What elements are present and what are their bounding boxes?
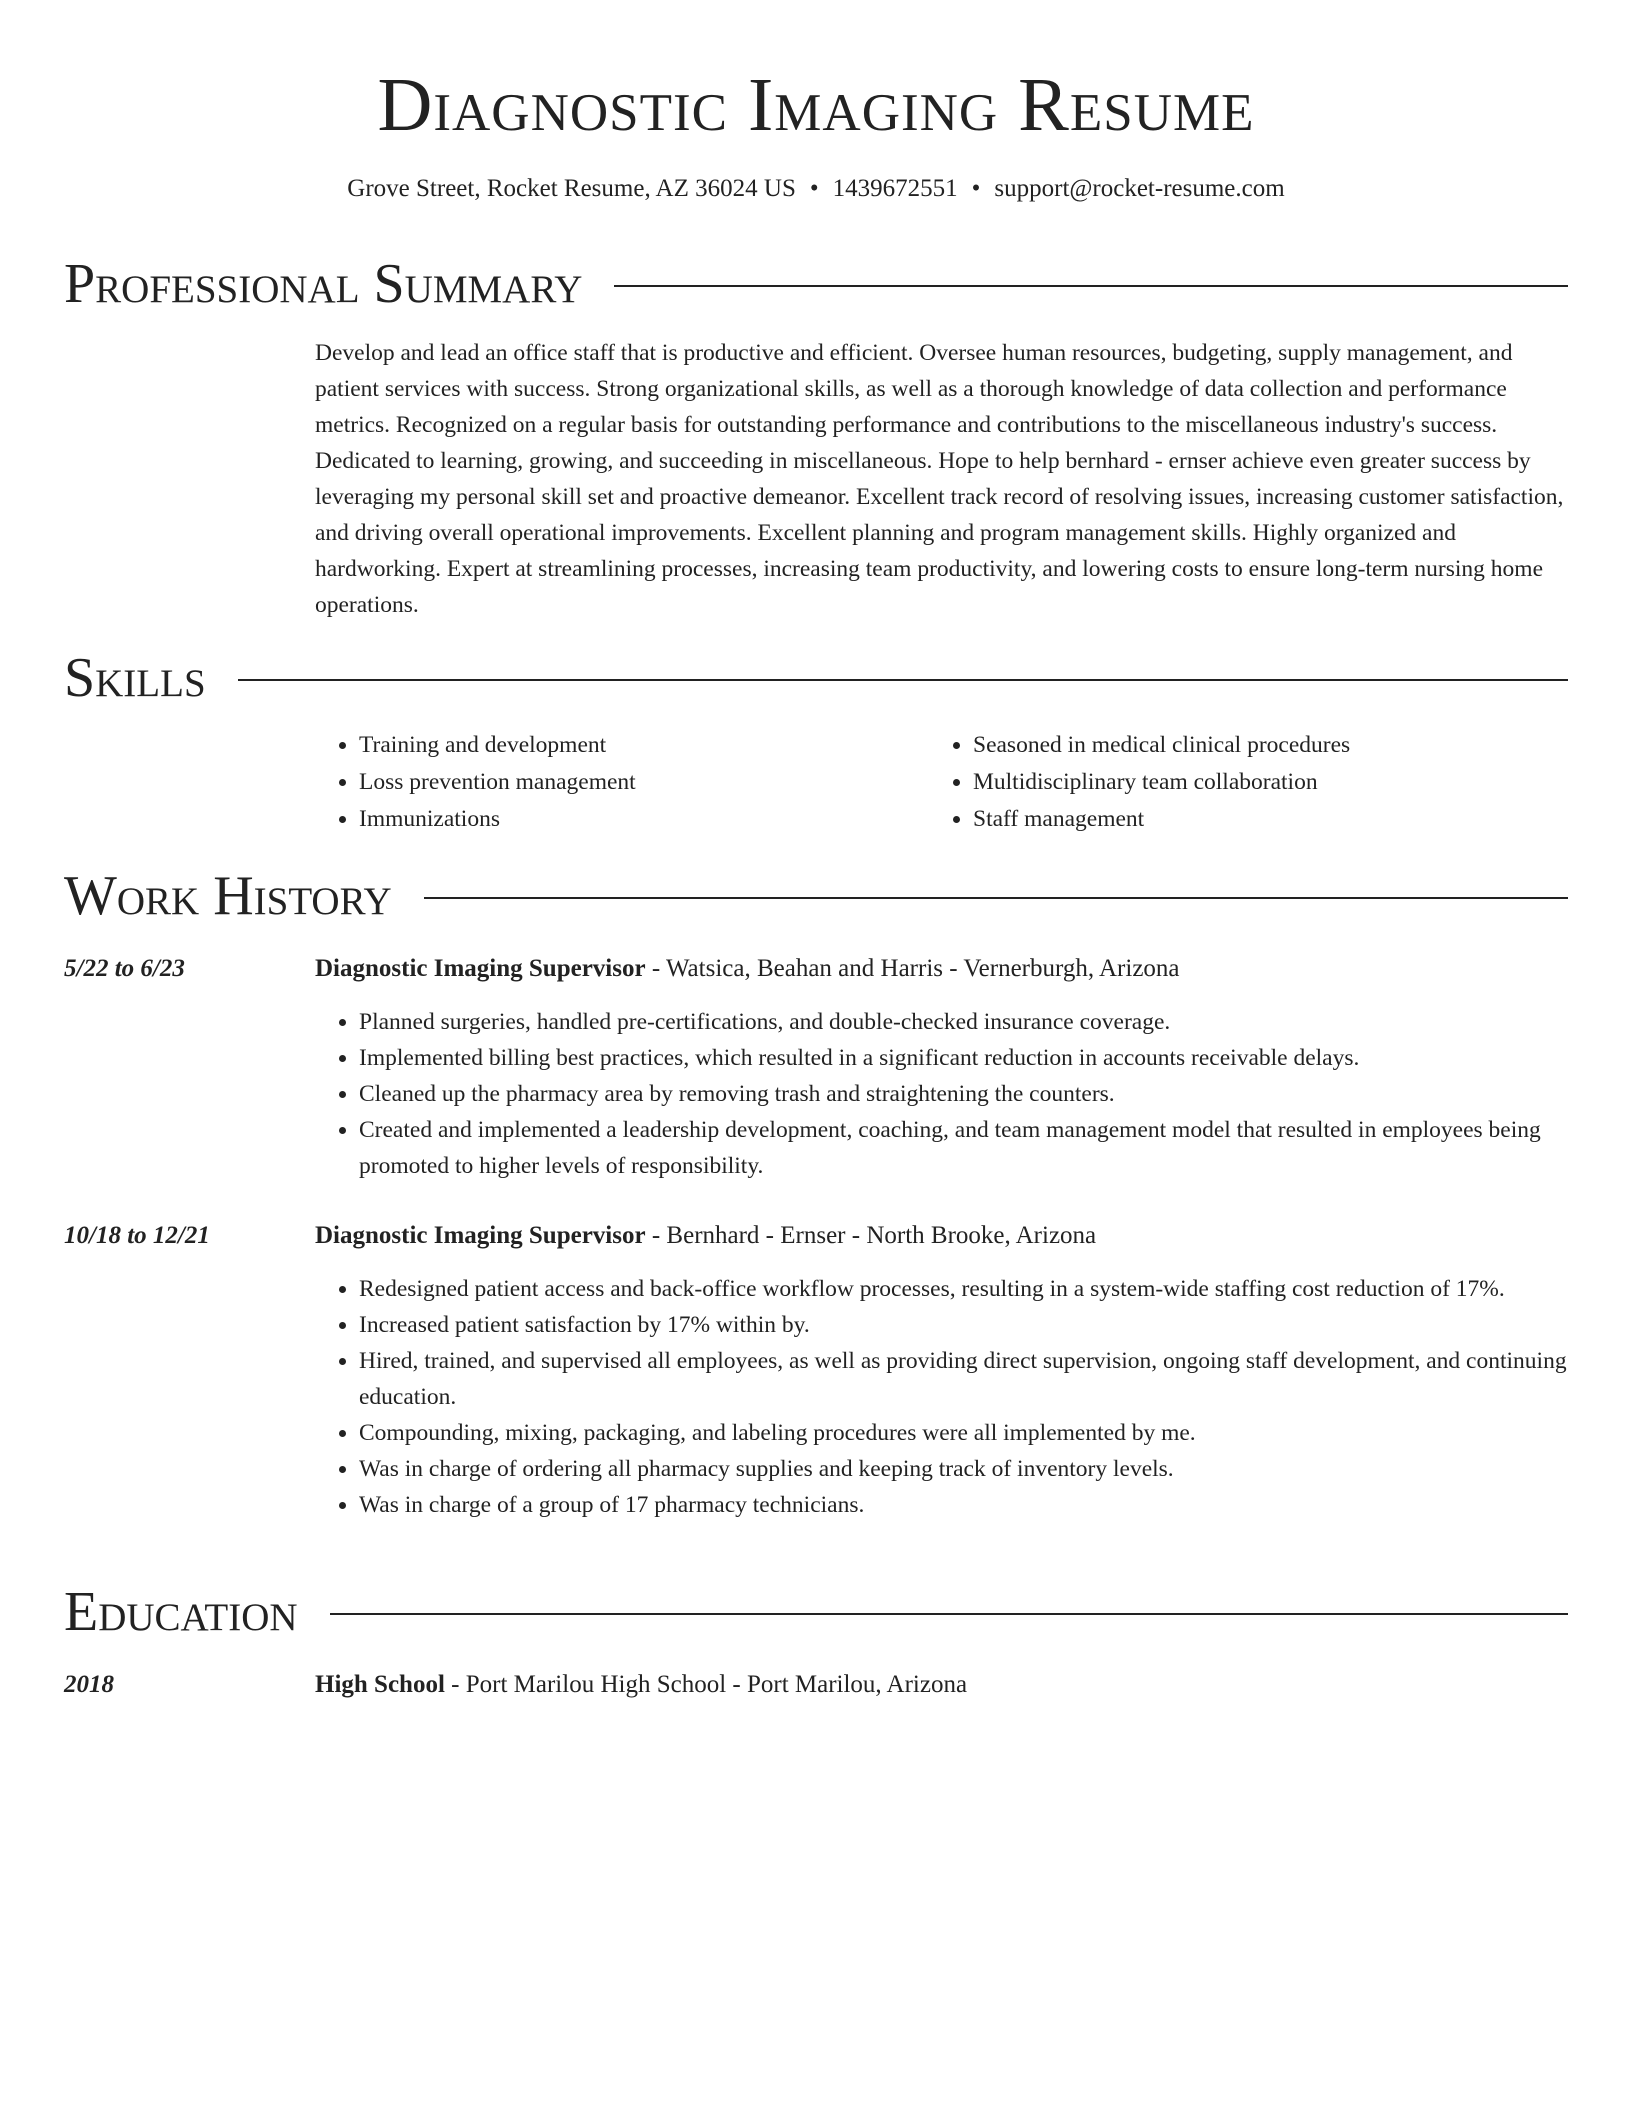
job-bullet: • Hired, trained, and supervised all employees, as well as providing direct supervision, ongoing staff development, and continuing education.	[359, 1343, 1568, 1415]
job-entry	[315, 1219, 1568, 1523]
contact-address: Grove Street, Rocket Resume, AZ 36024 US	[347, 175, 796, 202]
job-bullet: • Redesigned patient access and back-office workflow processes, resulting in a system-wide staffing cost reduction of 17%.	[359, 1271, 1568, 1307]
job-bullet: • Increased patient satisfaction by 17% within by.	[359, 1307, 1568, 1343]
education-school: - Port Marilou High School - Port Marilou, Arizona	[444, 1671, 968, 1698]
job-bullet: • Was in charge of a group of 17 pharmacy technicians.	[359, 1487, 1568, 1523]
job-dates: 5/22 to 6/23	[64, 955, 185, 982]
summary-text: Develop and lead an office staff that is productive and efficient. Oversee human resources, budgeting, supply management, and patient services with success. Strong organizational skills, as well as a thorough knowledge of data collection and performance metrics. Recognized on a regular basis for outstanding performance and contributions to the miscellaneous industry's success. Dedicated to learning, growing, and succeeding in miscellaneous. Hope to help bernhard - ernser achieve even greater success by leveraging my personal skill set and proactive demeanor. Excellent track record of resolving issues, increasing customer satisfaction, and driving overall operational improvements. Excellent planning and program management skills. Highly organized and hardworking. Expert at streamlining processes, increasing team productivity, and lowering costs to ensure long-term nursing home operations.	[315, 340, 1564, 618]
skills-section-header	[64, 646, 1568, 710]
contact-separator: •	[971, 175, 981, 202]
education-entry	[315, 1668, 1568, 1702]
contact-line	[64, 172, 1568, 206]
education-year: 2018	[64, 1671, 114, 1698]
job-bullets	[315, 1271, 1568, 1523]
skill-item: • Training and development	[359, 727, 929, 764]
page-title: Diagnostic Imaging Resume	[377, 63, 1255, 147]
job-employer: - Watsica, Beahan and Harris - Vernerburgh, Arizona	[645, 955, 1180, 982]
education-heading: Education	[64, 1581, 298, 1643]
skill-item: • Loss prevention management	[359, 764, 929, 801]
skill-item: • Seasoned in medical clinical procedures	[973, 727, 1543, 764]
education-section-header	[64, 1580, 1568, 1644]
section-divider	[330, 1613, 1568, 1615]
job-title: Diagnostic Imaging Supervisor	[315, 955, 646, 982]
section-divider	[238, 679, 1568, 681]
contact-email: support@rocket-resume.com	[994, 175, 1285, 202]
education-degree: High School	[315, 1671, 445, 1698]
job-bullet: • Compounding, mixing, packaging, and labeling procedures were all implemented by me.	[359, 1415, 1568, 1451]
skill-item: • Staff management	[973, 801, 1543, 838]
skills-column-right	[929, 727, 1543, 838]
summary-section-header	[64, 252, 1568, 316]
skills-column-left	[315, 727, 929, 838]
skill-item: • Multidisciplinary team collaboration	[973, 764, 1543, 801]
job-heading	[315, 1219, 1568, 1253]
skills-list	[315, 727, 1568, 838]
job-title: Diagnostic Imaging Supervisor	[315, 1222, 646, 1249]
section-divider	[614, 285, 1568, 287]
job-bullet: • Planned surgeries, handled pre-certifications, and double-checked insurance coverage.	[359, 1004, 1568, 1040]
contact-separator: •	[809, 175, 819, 202]
job-heading	[315, 952, 1568, 986]
job-bullet: • Implemented billing best practices, which resulted in a significant reduction in accounts receivable delays.	[359, 1040, 1568, 1076]
contact-phone: 1439672551	[832, 175, 958, 202]
work-heading: Work History	[64, 865, 392, 927]
skill-item: • Immunizations	[359, 801, 929, 838]
job-bullet: • Was in charge of ordering all pharmacy supplies and keeping track of inventory levels.	[359, 1451, 1568, 1487]
summary-heading: Professional Summary	[64, 253, 583, 315]
job-bullet: • Created and implemented a leadership development, coaching, and team management model that resulted in employees being promoted to higher levels of responsibility.	[359, 1112, 1568, 1184]
job-bullets	[315, 1004, 1568, 1184]
skills-heading: Skills	[64, 647, 206, 709]
job-dates: 10/18 to 12/21	[64, 1222, 210, 1249]
job-bullet: • Cleaned up the pharmacy area by removing trash and straightening the counters.	[359, 1076, 1568, 1112]
summary-body	[315, 335, 1568, 623]
education-heading-line	[315, 1668, 1568, 1702]
work-section-header	[64, 864, 1568, 928]
job-employer: - Bernhard - Ernser - North Brooke, Arizona	[645, 1222, 1097, 1249]
job-entry	[315, 952, 1568, 1184]
section-divider	[424, 897, 1568, 899]
